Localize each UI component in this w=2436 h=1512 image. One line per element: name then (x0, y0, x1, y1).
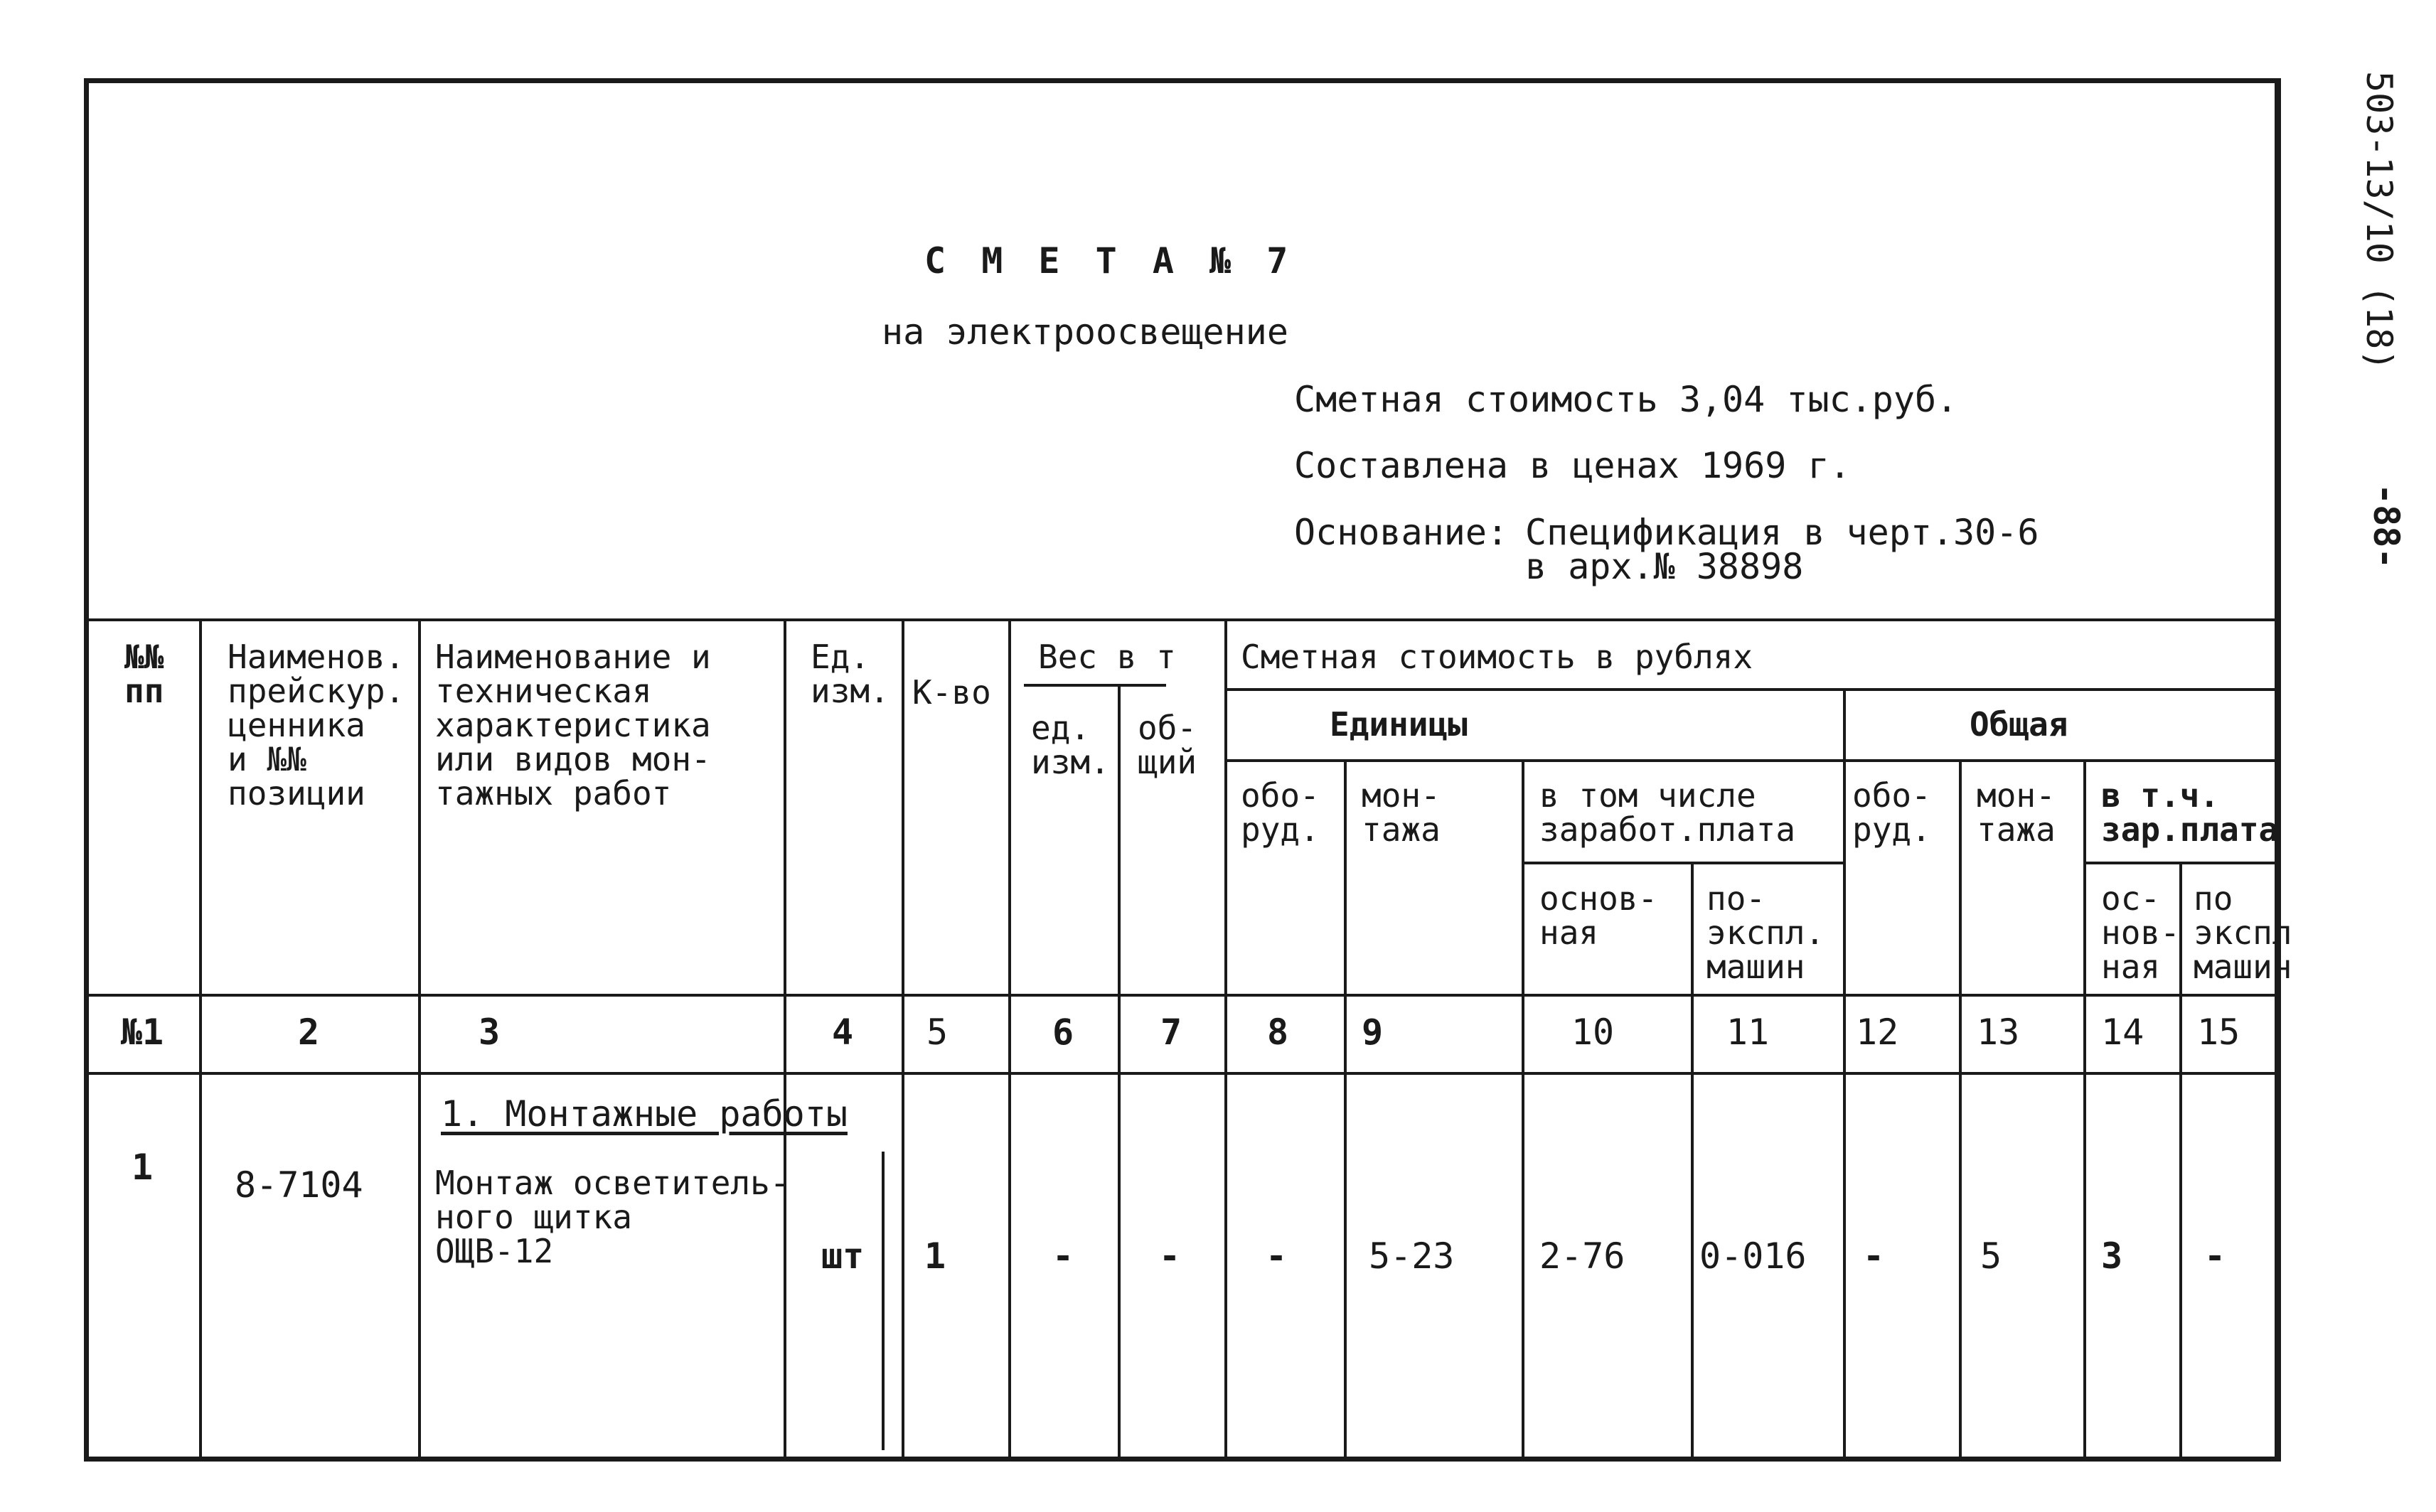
header-weight: Вес в т (1038, 638, 1176, 676)
document-title: С М Е Т А № 7 (924, 240, 1296, 282)
header-salary-machines: по- экспл. машин (1706, 879, 1825, 986)
row-salary-machines: 0-016 (1699, 1235, 1807, 1277)
document-subtitle: на электроосвещение (882, 311, 1288, 353)
header-work-name: Наименование и техническая характеристика или видов мон- тажных работ (435, 638, 711, 813)
row-salary-total: 3 (2101, 1235, 2123, 1277)
row-mounting-total: 5 (1980, 1235, 2002, 1277)
cost-sub-line (1227, 688, 2281, 691)
column-number: №1 (120, 1012, 164, 1053)
prices-year: Составлена в ценах 1969 г. (1294, 445, 1851, 486)
column-number: 11 (1726, 1012, 1770, 1053)
column-number: 2 (297, 1012, 320, 1053)
section-title: 1. Монтажные работы (441, 1093, 848, 1135)
column-number: 4 (831, 1012, 854, 1053)
column-number: 7 (1160, 1012, 1182, 1053)
salary-sub-line (1523, 862, 1843, 864)
header-equipment-unit: обо- руд. (1241, 776, 1320, 849)
numbers-bottom-line (85, 1072, 2281, 1075)
header-bottom-line (85, 994, 2281, 997)
header-units: Единицы (1330, 705, 1468, 744)
header-unit: Ед. изм. (811, 638, 890, 710)
page-number: -88- (2366, 483, 2407, 569)
basis-spec: Спецификация в черт.30-6 (1525, 512, 2039, 553)
column-number: 10 (1571, 1012, 1615, 1053)
basis-archive: в арх.№ 38898 (1525, 546, 1804, 587)
header-weight-total: об- щий (1138, 709, 1197, 781)
header-total: Общая (1970, 705, 2068, 744)
row-weight-unit: - (1052, 1235, 1074, 1277)
column-number: 12 (1856, 1012, 1899, 1053)
row-equipment-unit: - (1266, 1235, 1288, 1277)
column-number: 15 (2197, 1012, 2240, 1053)
header-price-code: Наименов. прейскур. ценника и №№ позиции (228, 638, 405, 813)
row-salary-main: 2-76 (1539, 1235, 1625, 1277)
column-number: 8 (1266, 1012, 1289, 1053)
row-weight-total: - (1159, 1235, 1181, 1277)
header-including-salary: в том числе заработ.плата (1539, 776, 1796, 849)
basis-label: Основание: (1294, 512, 1509, 553)
row-work-name: Монтаж осветитель- ного щитка ОЩВ-12 (435, 1164, 790, 1270)
column-number: 9 (1362, 1012, 1384, 1053)
estimated-cost: Сметная стоимость 3,04 тыс.руб. (1294, 379, 1958, 420)
header-mounting-unit: мон- тажа (1362, 776, 1441, 849)
row-number: 1 (132, 1147, 154, 1188)
column-number: 13 (1977, 1012, 2020, 1053)
name-subcell-divider (882, 1152, 885, 1450)
header-quantity: К-во (912, 673, 991, 712)
table-top-line (85, 618, 2281, 621)
col-divider-11 (1843, 688, 1846, 1457)
column-number: 14 (2101, 1012, 2144, 1053)
column-number: 3 (478, 1012, 501, 1053)
row-equipment-total: - (1863, 1235, 1885, 1277)
col-divider-10 (1691, 862, 1694, 1457)
header-weight-unit: ед. изм. (1031, 709, 1110, 781)
row-mounting-unit: 5-23 (1369, 1235, 1455, 1277)
header-equipment-total: обо- руд. (1852, 776, 1931, 849)
units-sub-line (1227, 759, 2281, 762)
header-including-salary-total: в т.ч. зар.плата (2101, 776, 2279, 849)
header-estimated-cost: Сметная стоимость в рублях (1241, 638, 1753, 676)
weight-sub-line (1024, 684, 1166, 687)
header-salary-main: основ- ная (1539, 879, 1658, 952)
row-price-code: 8-7104 (235, 1164, 363, 1206)
col-divider-12 (1959, 759, 1962, 1457)
col-divider-8 (1344, 759, 1347, 1457)
header-salary-main-total: ос- нов- ная (2101, 879, 2180, 986)
salary-total-sub-line (2085, 862, 2281, 864)
col-divider-13 (2083, 759, 2086, 1457)
header-mounting-total: мон- тажа (1977, 776, 2056, 849)
column-number: 5 (926, 1012, 949, 1053)
row-machines-total: - (2204, 1235, 2226, 1277)
margin-code: 503-13/10 (18) (2358, 71, 2400, 371)
header-salary-machines-total: по экспл машин (2194, 879, 2292, 986)
row-unit: шт (821, 1235, 865, 1277)
col-divider-6 (1118, 684, 1121, 1457)
row-quantity: 1 (924, 1235, 946, 1277)
column-number: 6 (1052, 1012, 1074, 1053)
col-divider-9 (1522, 759, 1524, 1457)
header-row-number: №№ пп (124, 638, 164, 710)
